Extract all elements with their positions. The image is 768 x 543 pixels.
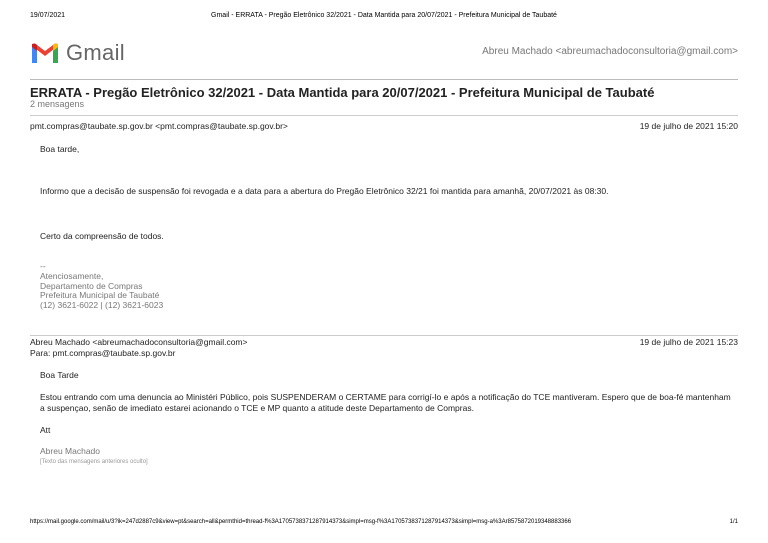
signature-line: Atenciosamente, [40, 270, 104, 281]
signature-dashes: -- [40, 261, 46, 271]
message-2-date: 19 de julho de 2021 15:23 [639, 337, 738, 347]
message-1-paragraph: Informo que a decisão de suspensão foi revogada e a data para a abertura do Pregão Eletrônico 32/21 foi mantida para amanhã, 20/07/2021 às 08:30. [40, 186, 609, 196]
message-1-closing: Certo da compreensão de todos. [40, 231, 164, 241]
show-quoted-text[interactable]: [Texto das mensagens anteriores oculto] [40, 459, 148, 465]
page-number: 1/1 [729, 519, 738, 525]
message-2-greeting: Boa Tarde [40, 370, 79, 380]
message-2-paragraph: Estou entrando com uma denuncia ao Ministéri Público, pois SUSPENDERAM o CERTAME para corrigí-lo e após a notificação do TCE mantiveram. Espero que de boa-fé mantenham a suspençao, senão de imediato estarei acionando o TCE e MP quanto a atitude deste Departamento de Compras. [40, 392, 731, 413]
print-date: 19/07/2021 [30, 12, 66, 19]
message-2-sender: Abreu Machado <abreumachadoconsultoria@gmail.com> [30, 337, 248, 347]
message-2-closing: Att [40, 425, 51, 435]
signature-line: Prefeitura Municipal de Taubaté [40, 290, 160, 301]
print-header [30, 12, 738, 22]
divider [30, 115, 738, 116]
message-1-sender: pmt.compras@taubate.sp.gov.br <pmt.compras@taubate.sp.gov.br> [30, 121, 288, 131]
print-title: Gmail - ERRATA - Pregão Eletrônico 32/2021 - Data Mantida para 20/07/2021 - Prefeitura Municipal de Taubaté [211, 12, 557, 19]
account-email: Abreu Machado <abreumachadoconsultoria@gmail.com> [482, 46, 738, 57]
gmail-wordmark: Gmail [66, 40, 125, 65]
gmail-logo [30, 40, 125, 66]
message-1-greeting: Boa tarde, [40, 144, 80, 154]
divider [30, 335, 738, 336]
thread-subject: ERRATA - Pregão Eletrônico 32/2021 - Data Mantida para 20/07/2021 - Prefeitura Municipal de Taubaté [30, 85, 655, 100]
message-2-recipient: Para: pmt.compras@taubate.sp.gov.br [30, 348, 176, 358]
message-count: 2 mensagens [30, 99, 85, 109]
message-1-signature [40, 262, 163, 311]
gmail-m-icon [30, 42, 60, 64]
message-2-signature: Abreu Machado [40, 446, 101, 456]
page-url: https://mail.google.com/mail/u/3?ik=247d2887c9&view=pt&search=all&permthid=thread-f%3A1705738371287914373&simpl=msg-f%3A1705738371287914373&simpl=msg-a%3Ar8575872019348883366 [30, 519, 572, 525]
divider [30, 79, 738, 80]
signature-line: Departamento de Compras [40, 280, 143, 291]
signature-line: (12) 3621-6022 | (12) 3621-6023 [40, 300, 164, 311]
message-1-date: 19 de julho de 2021 15:20 [639, 121, 738, 131]
